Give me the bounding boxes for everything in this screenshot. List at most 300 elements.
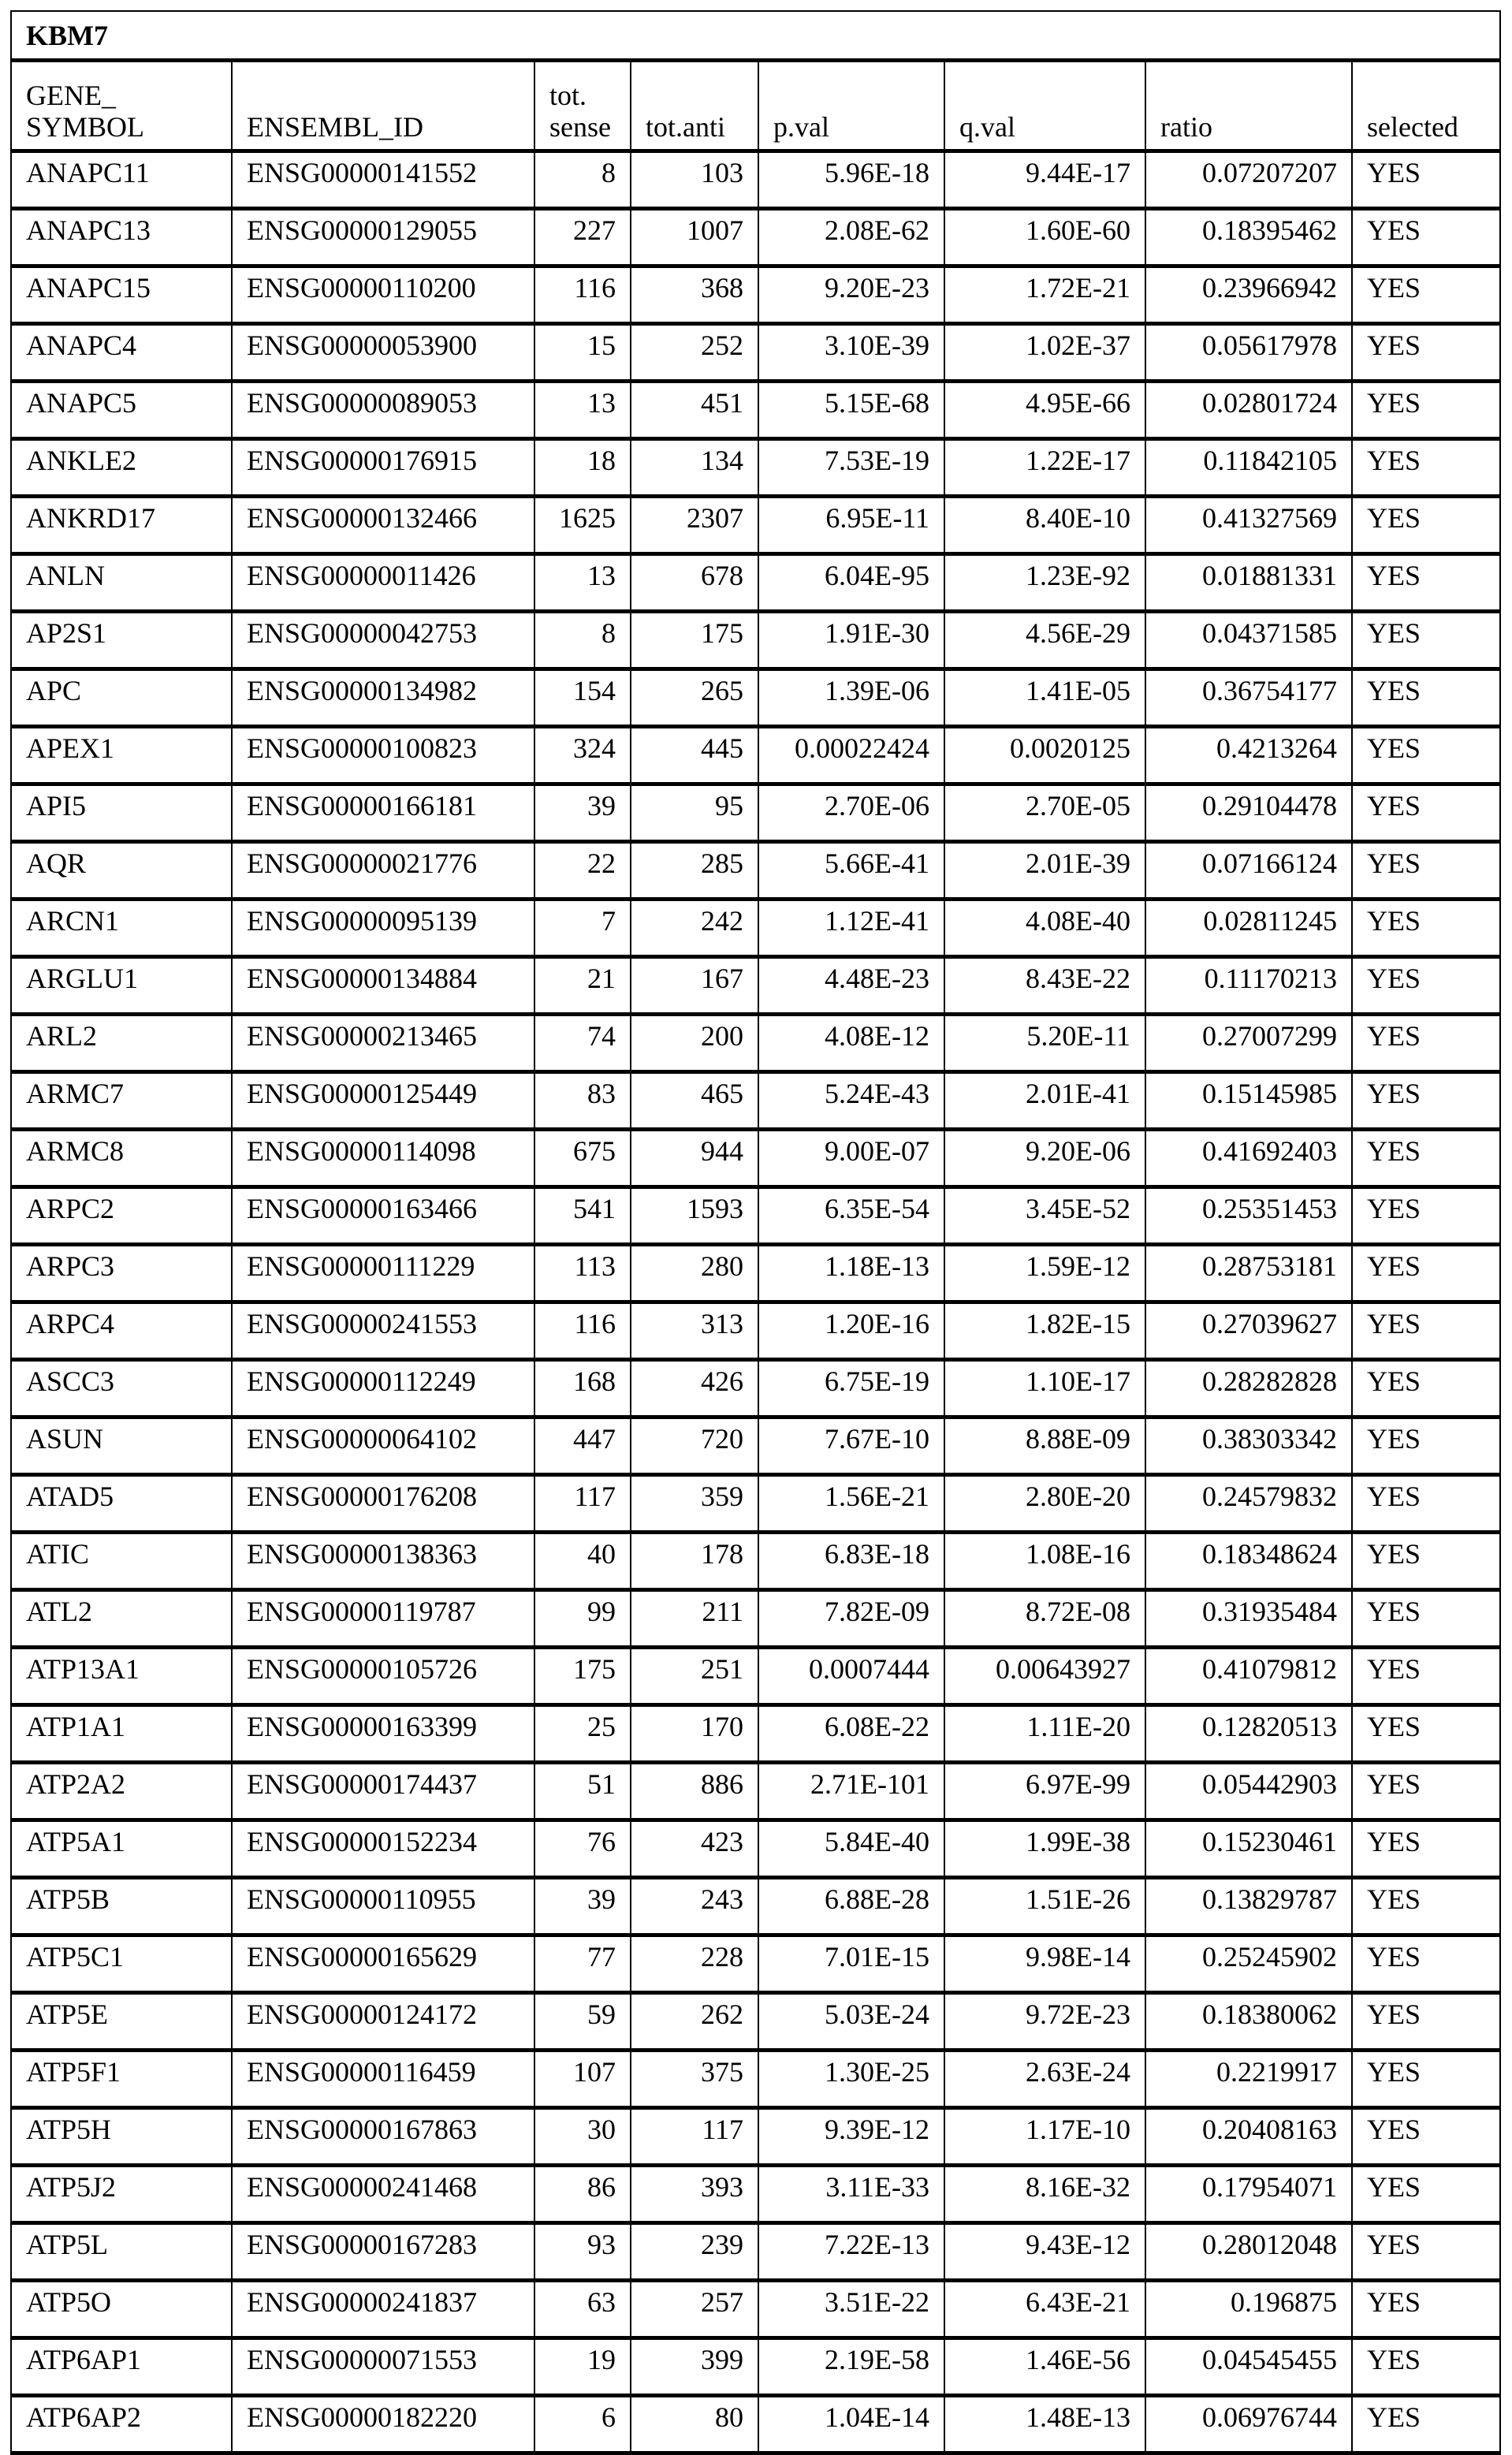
column-header-ensembl-id: ENSEMBL_ID: [232, 61, 534, 151]
cell-gene-symbol: APEX1: [11, 727, 232, 784]
cell-q-val: 9.98E-14: [944, 1935, 1145, 1993]
cell-selected: YES: [1352, 612, 1500, 669]
cell-tot-sense: 21: [534, 957, 631, 1015]
table-title-row: [11, 11, 1500, 61]
cell-p-val: 1.30E-25: [758, 2051, 944, 2108]
table-row: [11, 727, 1500, 784]
cell-tot-sense: 18: [534, 439, 631, 497]
cell-tot-anti: 103: [631, 151, 758, 209]
cell-tot-sense: 39: [534, 784, 631, 842]
cell-ratio: 0.25245902: [1145, 1935, 1352, 1993]
cell-gene-symbol: ANLN: [11, 554, 232, 612]
cell-p-val: 7.01E-15: [758, 1935, 944, 1993]
cell-tot-sense: 117: [534, 1475, 631, 1533]
cell-ensembl-id: ENSG00000114098: [232, 1130, 534, 1187]
cell-tot-anti: 257: [631, 2281, 758, 2338]
cell-q-val: 2.63E-24: [944, 2051, 1145, 2108]
cell-ratio: 0.04371585: [1145, 612, 1352, 669]
cell-ensembl-id: ENSG00000163466: [232, 1187, 534, 1245]
cell-selected: YES: [1352, 1015, 1500, 1072]
table-row: [11, 1590, 1500, 1648]
cell-tot-anti: 451: [631, 382, 758, 439]
cell-ratio: 0.15230461: [1145, 1820, 1352, 1878]
cell-gene-symbol: ANAPC5: [11, 382, 232, 439]
cell-tot-sense: 107: [534, 2051, 631, 2108]
cell-gene-symbol: ATP5A1: [11, 1820, 232, 1878]
cell-q-val: 4.08E-40: [944, 900, 1145, 957]
cell-gene-symbol: AQR: [11, 842, 232, 900]
cell-tot-anti: 720: [631, 1417, 758, 1475]
cell-tot-anti: 426: [631, 1360, 758, 1417]
cell-selected: YES: [1352, 2051, 1500, 2108]
table-row: [11, 900, 1500, 957]
cell-p-val: 4.48E-23: [758, 957, 944, 1015]
cell-p-val: 4.08E-12: [758, 1015, 944, 1072]
cell-tot-sense: 447: [534, 1417, 631, 1475]
cell-ensembl-id: ENSG00000129055: [232, 209, 534, 266]
table-row: [11, 1993, 1500, 2051]
cell-q-val: 9.43E-12: [944, 2223, 1145, 2281]
cell-ratio: 0.18348624: [1145, 1533, 1352, 1590]
cell-selected: YES: [1352, 151, 1500, 209]
cell-ratio: 0.01881331: [1145, 554, 1352, 612]
cell-gene-symbol: AP2S1: [11, 612, 232, 669]
cell-gene-symbol: ATL2: [11, 1590, 232, 1648]
table-row: [11, 784, 1500, 842]
cell-ratio: 0.07166124: [1145, 842, 1352, 900]
cell-p-val: 7.82E-09: [758, 1590, 944, 1648]
cell-ensembl-id: ENSG00000176208: [232, 1475, 534, 1533]
cell-p-val: 5.15E-68: [758, 382, 944, 439]
table-row: [11, 554, 1500, 612]
cell-tot-anti: 313: [631, 1302, 758, 1360]
cell-ratio: 0.04545455: [1145, 2338, 1352, 2396]
cell-p-val: 1.04E-14: [758, 2396, 944, 2453]
cell-q-val: 0.0020125: [944, 727, 1145, 784]
cell-q-val: 1.10E-17: [944, 1360, 1145, 1417]
cell-tot-sense: 116: [534, 1302, 631, 1360]
cell-gene-symbol: ATP5C1: [11, 1935, 232, 1993]
cell-tot-sense: 324: [534, 727, 631, 784]
cell-p-val: 6.95E-11: [758, 497, 944, 554]
cell-gene-symbol: ARCN1: [11, 900, 232, 957]
cell-selected: YES: [1352, 1648, 1500, 1705]
cell-q-val: 2.01E-41: [944, 1072, 1145, 1130]
table-row: [11, 1302, 1500, 1360]
column-header-gene-symbol: GENE_ SYMBOL: [11, 61, 232, 151]
cell-ratio: 0.25351453: [1145, 1187, 1352, 1245]
cell-p-val: 5.96E-18: [758, 151, 944, 209]
cell-tot-anti: 242: [631, 900, 758, 957]
cell-p-val: 6.04E-95: [758, 554, 944, 612]
cell-tot-anti: 1593: [631, 1187, 758, 1245]
column-header-p-val: p.val: [758, 61, 944, 151]
cell-p-val: 5.03E-24: [758, 1993, 944, 2051]
cell-gene-symbol: ATP13A1: [11, 1648, 232, 1705]
table-row: [11, 842, 1500, 900]
table-row: [11, 151, 1500, 209]
cell-tot-anti: 368: [631, 266, 758, 324]
cell-tot-sense: 93: [534, 2223, 631, 2281]
cell-q-val: 8.16E-32: [944, 2166, 1145, 2223]
cell-q-val: 1.46E-56: [944, 2338, 1145, 2396]
cell-tot-anti: 399: [631, 2338, 758, 2396]
cell-q-val: 9.20E-06: [944, 1130, 1145, 1187]
cell-p-val: 1.20E-16: [758, 1302, 944, 1360]
cell-selected: YES: [1352, 1475, 1500, 1533]
cell-gene-symbol: ANAPC13: [11, 209, 232, 266]
cell-q-val: 1.02E-37: [944, 324, 1145, 382]
cell-tot-anti: 944: [631, 1130, 758, 1187]
table-row: [11, 2281, 1500, 2338]
cell-p-val: 0.00022424: [758, 727, 944, 784]
cell-selected: YES: [1352, 900, 1500, 957]
cell-tot-anti: 423: [631, 1820, 758, 1878]
table-row: [11, 1130, 1500, 1187]
cell-q-val: 9.72E-23: [944, 1993, 1145, 2051]
cell-ensembl-id: ENSG00000167283: [232, 2223, 534, 2281]
table-row: [11, 1533, 1500, 1590]
cell-ensembl-id: ENSG00000152234: [232, 1820, 534, 1878]
cell-q-val: 8.88E-09: [944, 1417, 1145, 1475]
cell-tot-sense: 86: [534, 2166, 631, 2223]
cell-p-val: 6.35E-54: [758, 1187, 944, 1245]
cell-q-val: 8.40E-10: [944, 497, 1145, 554]
cell-q-val: 1.17E-10: [944, 2108, 1145, 2166]
cell-tot-anti: 265: [631, 669, 758, 727]
cell-ensembl-id: ENSG00000167863: [232, 2108, 534, 2166]
cell-tot-sense: 63: [534, 2281, 631, 2338]
table-header-row: [11, 61, 1500, 151]
cell-ensembl-id: ENSG00000166181: [232, 784, 534, 842]
cell-selected: YES: [1352, 266, 1500, 324]
cell-ensembl-id: ENSG00000119787: [232, 1590, 534, 1648]
cell-gene-symbol: ANKLE2: [11, 439, 232, 497]
cell-ratio: 0.38303342: [1145, 1417, 1352, 1475]
cell-tot-sense: 83: [534, 1072, 631, 1130]
cell-gene-symbol: ARMC7: [11, 1072, 232, 1130]
cell-selected: YES: [1352, 1590, 1500, 1648]
cell-selected: YES: [1352, 1245, 1500, 1302]
cell-p-val: 2.08E-62: [758, 209, 944, 266]
cell-tot-anti: 178: [631, 1533, 758, 1590]
cell-ensembl-id: ENSG00000241553: [232, 1302, 534, 1360]
cell-gene-symbol: ARL2: [11, 1015, 232, 1072]
cell-p-val: 3.10E-39: [758, 324, 944, 382]
cell-ratio: 0.36754177: [1145, 669, 1352, 727]
cell-selected: YES: [1352, 209, 1500, 266]
cell-q-val: 1.72E-21: [944, 266, 1145, 324]
cell-q-val: 2.70E-05: [944, 784, 1145, 842]
cell-gene-symbol: ARGLU1: [11, 957, 232, 1015]
cell-tot-sense: 6: [534, 2396, 631, 2453]
cell-ratio: 0.31935484: [1145, 1590, 1352, 1648]
cell-p-val: 1.39E-06: [758, 669, 944, 727]
cell-tot-anti: 95: [631, 784, 758, 842]
cell-q-val: 8.72E-08: [944, 1590, 1145, 1648]
cell-tot-sense: 19: [534, 2338, 631, 2396]
table-row: [11, 497, 1500, 554]
cell-tot-sense: 175: [534, 1648, 631, 1705]
cell-gene-symbol: ATP5E: [11, 1993, 232, 2051]
cell-ratio: 0.24579832: [1145, 1475, 1352, 1533]
table-row: [11, 2166, 1500, 2223]
cell-q-val: 4.95E-66: [944, 382, 1145, 439]
cell-q-val: 1.11E-20: [944, 1705, 1145, 1763]
cell-p-val: 6.75E-19: [758, 1360, 944, 1417]
cell-gene-symbol: ARMC8: [11, 1130, 232, 1187]
cell-ensembl-id: ENSG00000176915: [232, 439, 534, 497]
cell-tot-anti: 886: [631, 1763, 758, 1820]
cell-tot-sense: 77: [534, 1935, 631, 1993]
cell-gene-symbol: API5: [11, 784, 232, 842]
cell-q-val: 1.51E-26: [944, 1878, 1145, 1935]
cell-tot-sense: 7: [534, 900, 631, 957]
cell-tot-anti: 393: [631, 2166, 758, 2223]
cell-ratio: 0.2219917: [1145, 2051, 1352, 2108]
cell-selected: YES: [1352, 669, 1500, 727]
cell-ensembl-id: ENSG00000112249: [232, 1360, 534, 1417]
cell-tot-sense: 39: [534, 1878, 631, 1935]
cell-tot-anti: 2307: [631, 497, 758, 554]
cell-tot-anti: 285: [631, 842, 758, 900]
cell-ratio: 0.06976744: [1145, 2396, 1352, 2453]
cell-p-val: 1.56E-21: [758, 1475, 944, 1533]
column-header-selected: selected: [1352, 61, 1500, 151]
cell-ensembl-id: ENSG00000100823: [232, 727, 534, 784]
table-row: [11, 669, 1500, 727]
cell-tot-sense: 99: [534, 1590, 631, 1648]
cell-tot-anti: 465: [631, 1072, 758, 1130]
cell-selected: YES: [1352, 842, 1500, 900]
cell-q-val: 9.44E-17: [944, 151, 1145, 209]
cell-tot-anti: 252: [631, 324, 758, 382]
table-row: [11, 1935, 1500, 1993]
table-row: [11, 957, 1500, 1015]
cell-tot-anti: 239: [631, 2223, 758, 2281]
cell-gene-symbol: ATP6AP2: [11, 2396, 232, 2453]
cell-gene-symbol: ASCC3: [11, 1360, 232, 1417]
cell-selected: YES: [1352, 2108, 1500, 2166]
cell-tot-sense: 227: [534, 209, 631, 266]
cell-ratio: 0.18395462: [1145, 209, 1352, 266]
table-row: [11, 1072, 1500, 1130]
cell-selected: YES: [1352, 784, 1500, 842]
cell-selected: YES: [1352, 1878, 1500, 1935]
cell-p-val: 9.39E-12: [758, 2108, 944, 2166]
cell-q-val: 1.60E-60: [944, 209, 1145, 266]
table-row: [11, 2396, 1500, 2453]
cell-selected: YES: [1352, 2338, 1500, 2396]
column-header-tot-anti: tot.anti: [631, 61, 758, 151]
cell-gene-symbol: ANAPC4: [11, 324, 232, 382]
cell-q-val: 1.48E-13: [944, 2396, 1145, 2453]
table-row: [11, 1878, 1500, 1935]
cell-selected: YES: [1352, 1417, 1500, 1475]
cell-tot-sense: 40: [534, 1533, 631, 1590]
cell-tot-anti: 262: [631, 1993, 758, 2051]
cell-gene-symbol: ARPC3: [11, 1245, 232, 1302]
table-row: [11, 1360, 1500, 1417]
table-row: [11, 266, 1500, 324]
cell-tot-sense: 168: [534, 1360, 631, 1417]
cell-p-val: 2.70E-06: [758, 784, 944, 842]
cell-ratio: 0.11842105: [1145, 439, 1352, 497]
table-row: [11, 1187, 1500, 1245]
cell-ratio: 0.28012048: [1145, 2223, 1352, 2281]
cell-ratio: 0.05617978: [1145, 324, 1352, 382]
cell-ratio: 0.27007299: [1145, 1015, 1352, 1072]
cell-ensembl-id: ENSG00000132466: [232, 497, 534, 554]
cell-tot-anti: 1007: [631, 209, 758, 266]
cell-ensembl-id: ENSG00000105726: [232, 1648, 534, 1705]
cell-ensembl-id: ENSG00000134982: [232, 669, 534, 727]
cell-gene-symbol: ATP5O: [11, 2281, 232, 2338]
cell-q-val: 1.59E-12: [944, 1245, 1145, 1302]
cell-selected: YES: [1352, 1072, 1500, 1130]
cell-p-val: 1.18E-13: [758, 1245, 944, 1302]
cell-tot-anti: 678: [631, 554, 758, 612]
cell-ensembl-id: ENSG00000241468: [232, 2166, 534, 2223]
cell-q-val: 3.45E-52: [944, 1187, 1145, 1245]
cell-ensembl-id: ENSG00000095139: [232, 900, 534, 957]
cell-ratio: 0.13829787: [1145, 1878, 1352, 1935]
cell-selected: YES: [1352, 1130, 1500, 1187]
cell-ensembl-id: ENSG00000116459: [232, 2051, 534, 2108]
cell-tot-anti: 170: [631, 1705, 758, 1763]
cell-selected: YES: [1352, 2281, 1500, 2338]
cell-ratio: 0.41692403: [1145, 1130, 1352, 1187]
cell-ratio: 0.23966942: [1145, 266, 1352, 324]
cell-tot-sense: 8: [534, 612, 631, 669]
cell-tot-sense: 22: [534, 842, 631, 900]
cell-q-val: 4.56E-29: [944, 612, 1145, 669]
cell-tot-anti: 228: [631, 1935, 758, 1993]
cell-ensembl-id: ENSG00000111229: [232, 1245, 534, 1302]
cell-tot-sense: 74: [534, 1015, 631, 1072]
table-row: [11, 2108, 1500, 2166]
cell-gene-symbol: ANAPC15: [11, 266, 232, 324]
cell-ensembl-id: ENSG00000064102: [232, 1417, 534, 1475]
cell-q-val: 1.22E-17: [944, 439, 1145, 497]
table-row: [11, 1475, 1500, 1533]
cell-gene-symbol: ARPC4: [11, 1302, 232, 1360]
cell-tot-anti: 211: [631, 1590, 758, 1648]
cell-tot-sense: 51: [534, 1763, 631, 1820]
cell-ratio: 0.18380062: [1145, 1993, 1352, 2051]
cell-tot-anti: 251: [631, 1648, 758, 1705]
cell-tot-sense: 30: [534, 2108, 631, 2166]
cell-tot-anti: 167: [631, 957, 758, 1015]
cell-gene-symbol: ATP5J2: [11, 2166, 232, 2223]
cell-tot-sense: 15: [534, 324, 631, 382]
cell-gene-symbol: ATIC: [11, 1533, 232, 1590]
cell-selected: YES: [1352, 554, 1500, 612]
cell-p-val: 0.0007444: [758, 1648, 944, 1705]
cell-ensembl-id: ENSG00000174437: [232, 1763, 534, 1820]
cell-selected: YES: [1352, 1993, 1500, 2051]
cell-tot-sense: 116: [534, 266, 631, 324]
table-row: [11, 324, 1500, 382]
cell-tot-anti: 243: [631, 1878, 758, 1935]
cell-gene-symbol: ARPC2: [11, 1187, 232, 1245]
table-row: [11, 612, 1500, 669]
table-row: [11, 2223, 1500, 2281]
cell-q-val: 8.43E-22: [944, 957, 1145, 1015]
cell-ratio: 0.29104478: [1145, 784, 1352, 842]
cell-selected: YES: [1352, 1533, 1500, 1590]
cell-p-val: 9.00E-07: [758, 1130, 944, 1187]
cell-selected: YES: [1352, 497, 1500, 554]
cell-tot-anti: 280: [631, 1245, 758, 1302]
cell-gene-symbol: ATP5H: [11, 2108, 232, 2166]
cell-ratio: 0.4213264: [1145, 727, 1352, 784]
cell-gene-symbol: ASUN: [11, 1417, 232, 1475]
cell-p-val: 2.71E-101: [758, 1763, 944, 1820]
cell-ratio: 0.20408163: [1145, 2108, 1352, 2166]
cell-tot-sense: 1625: [534, 497, 631, 554]
cell-p-val: 7.53E-19: [758, 439, 944, 497]
cell-ratio: 0.41079812: [1145, 1648, 1352, 1705]
cell-selected: YES: [1352, 1187, 1500, 1245]
table-row: [11, 1820, 1500, 1878]
cell-ensembl-id: ENSG00000110955: [232, 1878, 534, 1935]
cell-ratio: 0.41327569: [1145, 497, 1352, 554]
cell-selected: YES: [1352, 1820, 1500, 1878]
cell-ensembl-id: ENSG00000110200: [232, 266, 534, 324]
cell-ensembl-id: ENSG00000071553: [232, 2338, 534, 2396]
cell-p-val: 5.84E-40: [758, 1820, 944, 1878]
cell-ensembl-id: ENSG00000089053: [232, 382, 534, 439]
cell-selected: YES: [1352, 439, 1500, 497]
cell-gene-symbol: ANKRD17: [11, 497, 232, 554]
cell-tot-anti: 200: [631, 1015, 758, 1072]
cell-q-val: 6.97E-99: [944, 1763, 1145, 1820]
cell-p-val: 5.24E-43: [758, 1072, 944, 1130]
cell-selected: YES: [1352, 727, 1500, 784]
column-header-q-val: q.val: [944, 61, 1145, 151]
cell-selected: YES: [1352, 1705, 1500, 1763]
cell-tot-anti: 134: [631, 439, 758, 497]
cell-ratio: 0.02801724: [1145, 382, 1352, 439]
cell-ratio: 0.07207207: [1145, 151, 1352, 209]
cell-tot-sense: 8: [534, 151, 631, 209]
cell-p-val: 7.22E-13: [758, 2223, 944, 2281]
cell-tot-sense: 25: [534, 1705, 631, 1763]
cell-tot-sense: 13: [534, 382, 631, 439]
cell-tot-anti: 359: [631, 1475, 758, 1533]
cell-q-val: 5.20E-11: [944, 1015, 1145, 1072]
cell-ratio: 0.28753181: [1145, 1245, 1352, 1302]
cell-tot-anti: 445: [631, 727, 758, 784]
cell-ratio: 0.15145985: [1145, 1072, 1352, 1130]
cell-gene-symbol: ATP5F1: [11, 2051, 232, 2108]
cell-gene-symbol: ATP2A2: [11, 1763, 232, 1820]
cell-tot-anti: 80: [631, 2396, 758, 2453]
cell-tot-sense: 13: [534, 554, 631, 612]
table-row: [11, 1417, 1500, 1475]
cell-q-val: 6.43E-21: [944, 2281, 1145, 2338]
cell-ensembl-id: ENSG00000042753: [232, 612, 534, 669]
cell-tot-sense: 76: [534, 1820, 631, 1878]
cell-gene-symbol: APC: [11, 669, 232, 727]
column-header-ratio: ratio: [1145, 61, 1352, 151]
cell-selected: YES: [1352, 1763, 1500, 1820]
cell-p-val: 6.08E-22: [758, 1705, 944, 1763]
table-row: [11, 2338, 1500, 2396]
table-row: [11, 1245, 1500, 1302]
cell-ratio: 0.17954071: [1145, 2166, 1352, 2223]
